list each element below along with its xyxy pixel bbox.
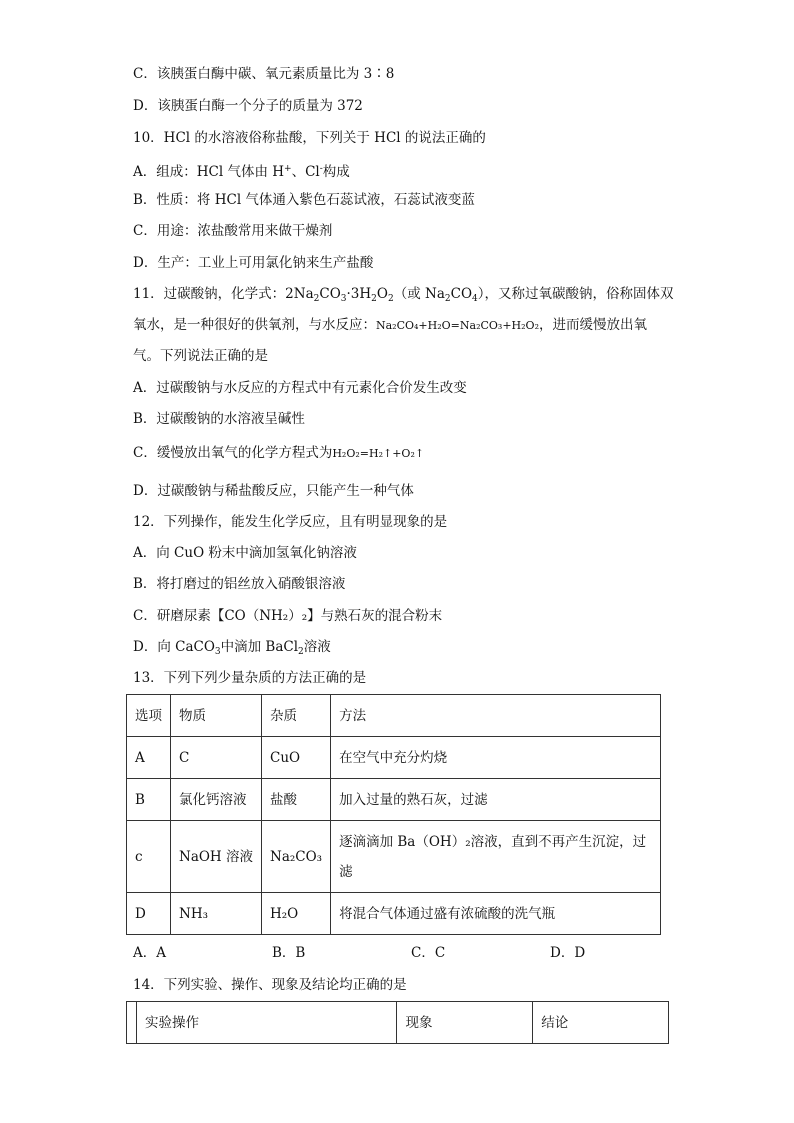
q9-option-d: D．该胰蛋白酶一个分子的质量为 372 — [133, 98, 363, 114]
q11-reaction-equation: Na₂CO₄+H₂O=Na₂CO₃+H₂O₂ — [376, 319, 539, 332]
q13-table — [126, 694, 661, 935]
q13-choice-a: A．A — [133, 945, 166, 961]
table-cell: NH₃ — [171, 893, 262, 935]
table-cell: Na₂CO₃ — [262, 821, 331, 893]
q11-option-b: B．过碳酸钠的水溶液呈碱性 — [133, 411, 305, 427]
table-cell: 在空气中充分灼烧 — [331, 737, 661, 779]
table-cell-line: 滤 — [339, 863, 353, 880]
q11-option-c: C．缓慢放出氧气的化学方程式为H₂O₂=H₂↑+O₂↑ — [133, 445, 425, 461]
table-cell: c — [127, 821, 171, 893]
q13-choice-c: C．C — [411, 945, 446, 961]
table-cell: 盐酸 — [262, 779, 331, 821]
q11-stem-line3: 气。下列说法正确的是 — [133, 348, 268, 364]
table-cell: 将混合气体通过盛有浓硫酸的洗气瓶 — [331, 893, 661, 935]
q12-option-a: A．向 CuO 粉末中滴加氢氧化钠溶液 — [133, 545, 357, 561]
q11-decomposition-equation: H₂O₂=H₂↑+O₂↑ — [332, 447, 425, 460]
table-header-row — [127, 695, 661, 737]
table-row — [127, 893, 661, 935]
q11-option-d: D．过碳酸钠与稀盐酸反应，只能产生一种气体 — [133, 483, 414, 499]
q13-choice-b: B．B — [272, 945, 306, 961]
q11-option-a: A．过碳酸钠与水反应的方程式中有元素化合价发生改变 — [133, 380, 467, 396]
q11-stem-line1: 11．过碳酸钠，化学式：$2Na_2CO_3\cdot 3H_2O_2$（或 $Na_2CO_4$），又称过氧碳酸钠，俗称固体双 — [133, 286, 674, 304]
table-cell: C — [171, 737, 262, 779]
table-cell: CuO — [262, 737, 331, 779]
q13-choice-d: D．D — [550, 945, 586, 961]
table-header-cell: 方法 — [331, 695, 661, 737]
q13-choices — [133, 943, 689, 963]
q14-stem: 14．下列实验、操作、现象及结论均正确的是 — [133, 977, 407, 993]
table-header-cell: 现象 — [397, 1002, 533, 1044]
table-cell: NaOH 溶液 — [171, 821, 262, 893]
table-row — [127, 779, 661, 821]
table-cell: B — [127, 779, 171, 821]
q10-option-b: B．性质：将 HCl 气体通入紫色石蕊试液，石蕊试液变蓝 — [133, 192, 475, 208]
q10-option-c: C．用途：浓盐酸常用来做干燥剂 — [133, 223, 333, 239]
table-header-cell: 杂质 — [262, 695, 331, 737]
q11-stem-line2: 氧水，是一种很好的供氧剂，与水反应：Na₂CO₄+H₂O=Na₂CO₃+H₂O₂，进而缓慢放出氧 — [133, 317, 647, 333]
table-cell: 加入过量的熟石灰，过滤 — [331, 779, 661, 821]
q12-option-d: D．向 CaCO$_3$中滴加 BaCl$_2$溶液 — [133, 639, 331, 657]
table-cell-line: 逐滴滴加 Ba（OH）₂溶液，直到不再产生沉淀，过 — [339, 833, 647, 850]
table-header-cell: 选项 — [127, 695, 171, 737]
q12-option-b: B．将打磨过的铝丝放入硝酸银溶液 — [133, 576, 346, 592]
table-header-cell: 实验操作 — [136, 1002, 397, 1044]
q10-stem: 10．HCl 的水溶液俗称盐酸，下列关于 HCl 的说法正确的 — [133, 130, 486, 146]
table-header-cell: 物质 — [171, 695, 262, 737]
table-header-cell — [127, 1002, 137, 1044]
q10-option-a: A．组成：HCl 气体由 H+、Cl-构成 — [133, 164, 350, 180]
q13-stem: 13．下列下列少量杂质的方法正确的是 — [133, 670, 367, 686]
table-row — [127, 737, 661, 779]
q12-option-c: C．研磨尿素【CO（NH₂）₂】与熟石灰的混合粉末 — [133, 608, 443, 624]
table-cell — [331, 821, 661, 893]
q10-option-d: D．生产：工业上可用氯化钠来生产盐酸 — [133, 255, 374, 271]
table-cell: A — [127, 737, 171, 779]
q9-option-c: C．该胰蛋白酶中碳、氧元素质量比为 3∶8 — [133, 66, 395, 82]
table-header-row — [127, 1002, 669, 1044]
table-cell: D — [127, 893, 171, 935]
q14-table — [126, 1001, 669, 1044]
table-header-cell: 结论 — [533, 1002, 669, 1044]
table-row — [127, 821, 661, 893]
q12-stem: 12．下列操作，能发生化学反应，且有明显现象的是 — [133, 514, 448, 530]
table-cell: H₂O — [262, 893, 331, 935]
table-cell: 氯化钙溶液 — [171, 779, 262, 821]
